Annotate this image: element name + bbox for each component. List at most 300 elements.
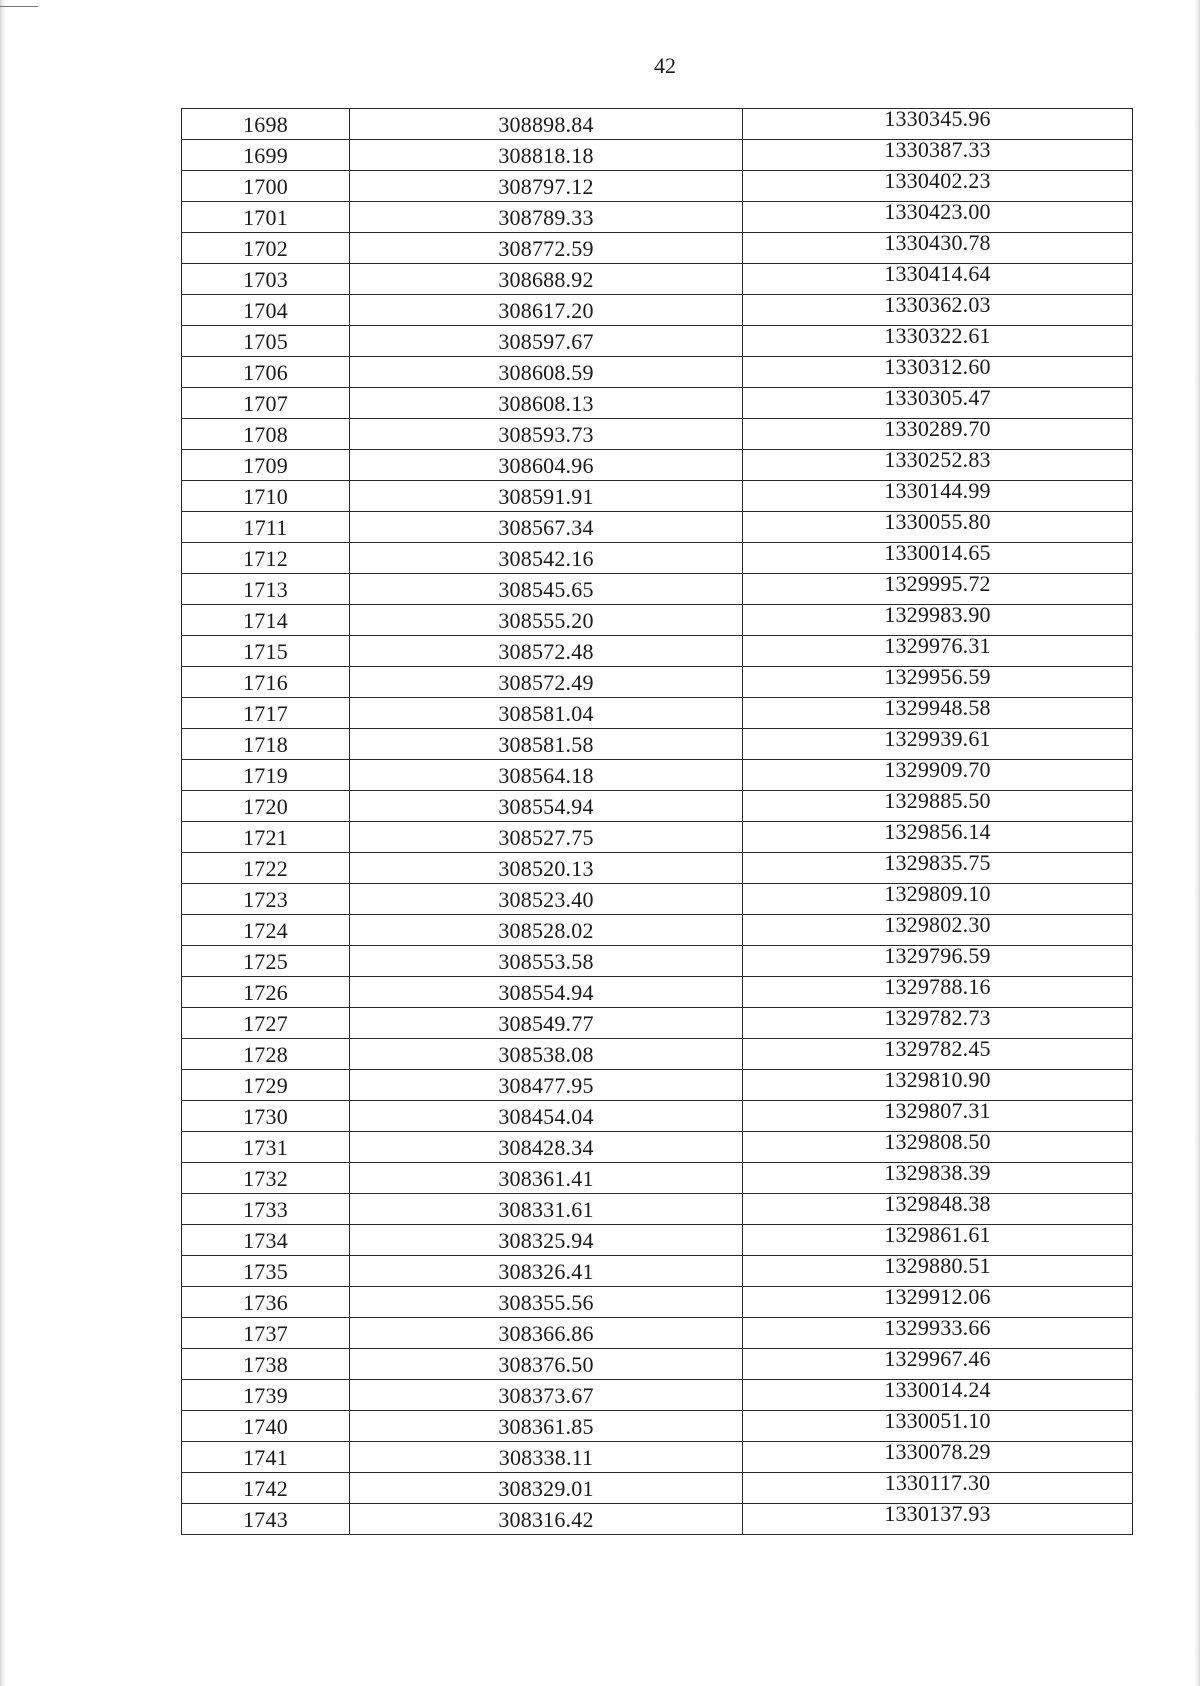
x-coordinate-cell — [350, 450, 743, 481]
cell-text: 1714 — [243, 608, 288, 633]
x-coordinate-cell — [350, 326, 743, 357]
y-coordinate-cell — [743, 168, 1133, 202]
point-number-cell — [182, 264, 350, 295]
cell-text: 308542.16 — [498, 546, 594, 571]
table-row — [182, 1442, 1133, 1473]
y-coordinate-cell — [743, 1346, 1133, 1380]
cell-text: 308477.95 — [498, 1073, 594, 1098]
y-coordinate-cell — [743, 1036, 1133, 1070]
cell-text: 308376.50 — [498, 1352, 594, 1377]
point-number-cell — [182, 326, 350, 357]
coordinate-table — [181, 108, 1133, 1535]
table-row — [182, 1101, 1133, 1132]
y-coordinate-cell — [743, 757, 1133, 791]
cell-text: 308818.18 — [498, 143, 594, 168]
point-number-cell — [182, 109, 350, 140]
y-coordinate-cell — [743, 416, 1133, 450]
cell-text: 1740 — [243, 1414, 288, 1439]
cell-text: 1737 — [243, 1321, 288, 1346]
x-coordinate-cell — [350, 481, 743, 512]
cell-text: 1731 — [243, 1135, 288, 1160]
cell-text: 1330430.78 — [884, 230, 991, 255]
cell-text: 1736 — [243, 1290, 288, 1315]
x-coordinate-cell — [350, 1070, 743, 1101]
cell-text: 1329810.90 — [884, 1067, 991, 1092]
y-coordinate-cell — [743, 1408, 1133, 1442]
cell-text: 308572.49 — [498, 670, 594, 695]
y-coordinate-cell — [743, 1439, 1133, 1473]
x-coordinate-cell — [350, 1380, 743, 1411]
table-row — [182, 233, 1133, 264]
table-row — [182, 450, 1133, 481]
y-coordinate-cell — [743, 447, 1133, 481]
y-coordinate-cell — [743, 292, 1133, 326]
point-number-cell — [182, 822, 350, 853]
y-coordinate-cell — [743, 354, 1133, 388]
cell-text: 308554.94 — [498, 794, 594, 819]
table-row — [182, 1194, 1133, 1225]
table-row — [182, 512, 1133, 543]
cell-text: 1743 — [243, 1507, 288, 1532]
point-number-cell — [182, 202, 350, 233]
point-number-cell — [182, 1132, 350, 1163]
cell-text: 1702 — [243, 236, 288, 261]
table-row — [182, 202, 1133, 233]
cell-text: 1711 — [243, 515, 288, 540]
cell-text: 1699 — [243, 143, 288, 168]
cell-text: 1727 — [243, 1011, 288, 1036]
cell-text: 308608.59 — [498, 360, 594, 385]
y-coordinate-cell — [743, 819, 1133, 853]
cell-text: 308555.20 — [498, 608, 594, 633]
cell-text: 308331.61 — [498, 1197, 594, 1222]
x-coordinate-cell — [350, 1411, 743, 1442]
y-coordinate-cell — [743, 1160, 1133, 1194]
y-coordinate-cell — [743, 943, 1133, 977]
point-number-cell — [182, 140, 350, 171]
point-number-cell — [182, 388, 350, 419]
cell-text: 1329782.45 — [884, 1036, 991, 1061]
cell-text: 1717 — [243, 701, 288, 726]
table-row — [182, 1349, 1133, 1380]
x-coordinate-cell — [350, 698, 743, 729]
x-coordinate-cell — [350, 1318, 743, 1349]
cell-text: 308316.42 — [498, 1507, 594, 1532]
cell-text: 308326.41 — [498, 1259, 594, 1284]
x-coordinate-cell — [350, 1225, 743, 1256]
point-number-cell — [182, 977, 350, 1008]
cell-text: 1329807.31 — [884, 1098, 991, 1123]
point-number-cell — [182, 1070, 350, 1101]
cell-text: 308597.67 — [498, 329, 594, 354]
x-coordinate-cell — [350, 1287, 743, 1318]
cell-text: 1330414.64 — [884, 261, 991, 286]
cell-text: 1701 — [243, 205, 288, 230]
cell-text: 1330014.24 — [884, 1377, 991, 1402]
x-coordinate-cell — [350, 605, 743, 636]
cell-text: 308617.20 — [498, 298, 594, 323]
cell-text: 1707 — [243, 391, 288, 416]
cell-text: 1730 — [243, 1104, 288, 1129]
cell-text: 1724 — [243, 918, 288, 943]
y-coordinate-cell — [743, 509, 1133, 543]
point-number-cell — [182, 1194, 350, 1225]
cell-text: 1329976.31 — [884, 633, 991, 658]
table-row — [182, 605, 1133, 636]
cell-text: 308581.58 — [498, 732, 594, 757]
table-row — [182, 1225, 1133, 1256]
cell-text: 308564.18 — [498, 763, 594, 788]
x-coordinate-cell — [350, 822, 743, 853]
cell-text: 1329848.38 — [884, 1191, 991, 1216]
point-number-cell — [182, 853, 350, 884]
y-coordinate-cell — [743, 1470, 1133, 1504]
cell-text: 1738 — [243, 1352, 288, 1377]
cell-text: 1329856.14 — [884, 819, 991, 844]
x-coordinate-cell — [350, 729, 743, 760]
cell-text: 308789.33 — [498, 205, 594, 230]
cell-text: 1330345.96 — [884, 106, 991, 131]
y-coordinate-cell — [743, 633, 1133, 667]
cell-text: 308567.34 — [498, 515, 594, 540]
table-row — [182, 326, 1133, 357]
cell-text: 1329967.46 — [884, 1346, 991, 1371]
cell-text: 1329880.51 — [884, 1253, 991, 1278]
cell-text: 1716 — [243, 670, 288, 695]
point-number-cell — [182, 1411, 350, 1442]
y-coordinate-cell — [743, 540, 1133, 574]
cell-text: 1329861.61 — [884, 1222, 991, 1247]
cell-text: 1728 — [243, 1042, 288, 1067]
x-coordinate-cell — [350, 171, 743, 202]
cell-text: 308593.73 — [498, 422, 594, 447]
x-coordinate-cell — [350, 884, 743, 915]
cell-text: 1719 — [243, 763, 288, 788]
x-coordinate-cell — [350, 109, 743, 140]
cell-text: 1330137.93 — [884, 1501, 991, 1526]
y-coordinate-cell — [743, 385, 1133, 419]
y-coordinate-cell — [743, 106, 1133, 140]
cell-text: 308361.85 — [498, 1414, 594, 1439]
table-row — [182, 946, 1133, 977]
x-coordinate-cell — [350, 1473, 743, 1504]
cell-text: 1708 — [243, 422, 288, 447]
cell-text: 1712 — [243, 546, 288, 571]
point-number-cell — [182, 450, 350, 481]
point-number-cell — [182, 1287, 350, 1318]
cell-text: 308604.96 — [498, 453, 594, 478]
x-coordinate-cell — [350, 667, 743, 698]
x-coordinate-cell — [350, 512, 743, 543]
table-row — [182, 574, 1133, 605]
table-row — [182, 729, 1133, 760]
coordinate-table-body — [182, 106, 1133, 1535]
point-number-cell — [182, 1008, 350, 1039]
y-coordinate-cell — [743, 788, 1133, 822]
cell-text: 1715 — [243, 639, 288, 664]
y-coordinate-cell — [743, 1067, 1133, 1101]
cell-text: 1329782.73 — [884, 1005, 991, 1030]
cell-text: 1330305.47 — [884, 385, 991, 410]
table-row — [182, 853, 1133, 884]
point-number-cell — [182, 791, 350, 822]
table-row — [182, 1504, 1133, 1535]
point-number-cell — [182, 1225, 350, 1256]
x-coordinate-cell — [350, 295, 743, 326]
cell-text: 1330014.65 — [884, 540, 991, 565]
cell-text: 1710 — [243, 484, 288, 509]
x-coordinate-cell — [350, 946, 743, 977]
table-row — [182, 1132, 1133, 1163]
y-coordinate-cell — [743, 1315, 1133, 1349]
y-coordinate-cell — [743, 230, 1133, 264]
y-coordinate-cell — [743, 726, 1133, 760]
point-number-cell — [182, 1256, 350, 1287]
cell-text: 1703 — [243, 267, 288, 292]
table-row — [182, 791, 1133, 822]
y-coordinate-cell — [743, 478, 1133, 512]
cell-text: 1329796.59 — [884, 943, 991, 968]
cell-text: 308428.34 — [498, 1135, 594, 1160]
table-row — [182, 1287, 1133, 1318]
cell-text: 1330055.80 — [884, 509, 991, 534]
x-coordinate-cell — [350, 1349, 743, 1380]
cell-text: 308549.77 — [498, 1011, 594, 1036]
cell-text: 1725 — [243, 949, 288, 974]
cell-text: 1330362.03 — [884, 292, 991, 317]
table-row — [182, 264, 1133, 295]
table-row — [182, 543, 1133, 574]
x-coordinate-cell — [350, 1194, 743, 1225]
cell-text: 1741 — [243, 1445, 288, 1470]
table-row — [182, 915, 1133, 946]
cell-text: 308366.86 — [498, 1321, 594, 1346]
point-number-cell — [182, 233, 350, 264]
x-coordinate-cell — [350, 543, 743, 574]
point-number-cell — [182, 1349, 350, 1380]
x-coordinate-cell — [350, 1101, 743, 1132]
y-coordinate-cell — [743, 1253, 1133, 1287]
point-number-cell — [182, 884, 350, 915]
table-row — [182, 1256, 1133, 1287]
y-coordinate-cell — [743, 137, 1133, 171]
cell-text: 308523.40 — [498, 887, 594, 912]
cell-text: 1330322.61 — [884, 323, 991, 348]
table-row — [182, 1473, 1133, 1504]
table-row — [182, 388, 1133, 419]
cell-text: 308554.94 — [498, 980, 594, 1005]
point-number-cell — [182, 946, 350, 977]
x-coordinate-cell — [350, 574, 743, 605]
table-row — [182, 760, 1133, 791]
table-row — [182, 295, 1133, 326]
point-number-cell — [182, 481, 350, 512]
table-row — [182, 884, 1133, 915]
scan-edge-right — [1194, 0, 1200, 1686]
y-coordinate-cell — [743, 1129, 1133, 1163]
point-number-cell — [182, 1380, 350, 1411]
x-coordinate-cell — [350, 202, 743, 233]
table-row — [182, 109, 1133, 140]
cell-text: 1732 — [243, 1166, 288, 1191]
cell-text: 1329956.59 — [884, 664, 991, 689]
table-row — [182, 636, 1133, 667]
point-number-cell — [182, 1039, 350, 1070]
cell-text: 1329995.72 — [884, 571, 991, 596]
y-coordinate-cell — [743, 602, 1133, 636]
y-coordinate-cell — [743, 261, 1133, 295]
cell-text: 1330252.83 — [884, 447, 991, 472]
y-coordinate-cell — [743, 850, 1133, 884]
cell-text: 1329788.16 — [884, 974, 991, 999]
table-row — [182, 822, 1133, 853]
point-number-cell — [182, 171, 350, 202]
cell-text: 1329933.66 — [884, 1315, 991, 1340]
cell-text: 1706 — [243, 360, 288, 385]
point-number-cell — [182, 295, 350, 326]
cell-text: 308325.94 — [498, 1228, 594, 1253]
x-coordinate-cell — [350, 1008, 743, 1039]
y-coordinate-cell — [743, 974, 1133, 1008]
cell-text: 1726 — [243, 980, 288, 1005]
cell-text: 1330289.70 — [884, 416, 991, 441]
table-row — [182, 1039, 1133, 1070]
cell-text: 308538.08 — [498, 1042, 594, 1067]
y-coordinate-cell — [743, 1005, 1133, 1039]
point-number-cell — [182, 636, 350, 667]
cell-text: 308688.92 — [498, 267, 594, 292]
cell-text: 1698 — [243, 112, 288, 137]
cell-text: 1709 — [243, 453, 288, 478]
y-coordinate-cell — [743, 1501, 1133, 1535]
x-coordinate-cell — [350, 233, 743, 264]
point-number-cell — [182, 605, 350, 636]
table-row — [182, 171, 1133, 202]
x-coordinate-cell — [350, 419, 743, 450]
table-row — [182, 1163, 1133, 1194]
cell-text: 1704 — [243, 298, 288, 323]
table-row — [182, 1380, 1133, 1411]
cell-text: 1739 — [243, 1383, 288, 1408]
x-coordinate-cell — [350, 791, 743, 822]
cell-text: 1329909.70 — [884, 757, 991, 782]
point-number-cell — [182, 357, 350, 388]
table-row — [182, 1008, 1133, 1039]
cell-text: 1720 — [243, 794, 288, 819]
cell-text: 1742 — [243, 1476, 288, 1501]
cell-text: 308329.01 — [498, 1476, 594, 1501]
cell-text: 308355.56 — [498, 1290, 594, 1315]
cell-text: 308373.67 — [498, 1383, 594, 1408]
x-coordinate-cell — [350, 357, 743, 388]
point-number-cell — [182, 667, 350, 698]
x-coordinate-cell — [350, 1039, 743, 1070]
cell-text: 308545.65 — [498, 577, 594, 602]
cell-text: 1329835.75 — [884, 850, 991, 875]
y-coordinate-cell — [743, 323, 1133, 357]
x-coordinate-cell — [350, 977, 743, 1008]
cell-text: 308527.75 — [498, 825, 594, 850]
table-row — [182, 419, 1133, 450]
point-number-cell — [182, 1163, 350, 1194]
point-number-cell — [182, 760, 350, 791]
cell-text: 308591.91 — [498, 484, 594, 509]
table-row — [182, 977, 1133, 1008]
cell-text: 308898.84 — [498, 112, 594, 137]
cell-text: 1718 — [243, 732, 288, 757]
y-coordinate-cell — [743, 1098, 1133, 1132]
cell-text: 1721 — [243, 825, 288, 850]
cell-text: 1329808.50 — [884, 1129, 991, 1154]
cell-text: 1330402.23 — [884, 168, 991, 193]
x-coordinate-cell — [350, 1504, 743, 1535]
cell-text: 308572.48 — [498, 639, 594, 664]
point-number-cell — [182, 1473, 350, 1504]
point-number-cell — [182, 698, 350, 729]
page-number: 42 — [654, 53, 676, 78]
cell-text: 1734 — [243, 1228, 288, 1253]
table-row — [182, 481, 1133, 512]
cell-text: 1729 — [243, 1073, 288, 1098]
cell-text: 1330051.10 — [884, 1408, 991, 1433]
x-coordinate-cell — [350, 1442, 743, 1473]
y-coordinate-cell — [743, 1284, 1133, 1318]
table-row — [182, 140, 1133, 171]
y-coordinate-cell — [743, 571, 1133, 605]
cell-text: 308520.13 — [498, 856, 594, 881]
point-number-cell — [182, 1442, 350, 1473]
y-coordinate-cell — [743, 1377, 1133, 1411]
cell-text: 1329983.90 — [884, 602, 991, 627]
table-row — [182, 1070, 1133, 1101]
cell-text: 1329838.39 — [884, 1160, 991, 1185]
cell-text: 1330144.99 — [884, 478, 991, 503]
cell-text: 308608.13 — [498, 391, 594, 416]
cell-text: 308772.59 — [498, 236, 594, 261]
cell-text: 1330312.60 — [884, 354, 991, 379]
y-coordinate-cell — [743, 664, 1133, 698]
cell-text: 1330387.33 — [884, 137, 991, 162]
cell-text: 308581.04 — [498, 701, 594, 726]
y-coordinate-cell — [743, 912, 1133, 946]
cell-text: 308528.02 — [498, 918, 594, 943]
cell-text: 1330117.30 — [884, 1470, 991, 1495]
cell-text: 308361.41 — [498, 1166, 594, 1191]
scan-mark — [0, 6, 38, 7]
table-row — [182, 357, 1133, 388]
cell-text: 1722 — [243, 856, 288, 881]
cell-text: 1723 — [243, 887, 288, 912]
cell-text: 1329809.10 — [884, 881, 991, 906]
x-coordinate-cell — [350, 388, 743, 419]
point-number-cell — [182, 1504, 350, 1535]
point-number-cell — [182, 1318, 350, 1349]
cell-text: 1700 — [243, 174, 288, 199]
x-coordinate-cell — [350, 636, 743, 667]
table-row — [182, 1411, 1133, 1442]
cell-text: 1705 — [243, 329, 288, 354]
cell-text: 1713 — [243, 577, 288, 602]
table-row — [182, 698, 1133, 729]
y-coordinate-cell — [743, 1222, 1133, 1256]
cell-text: 308553.58 — [498, 949, 594, 974]
cell-text: 1329948.58 — [884, 695, 991, 720]
cell-text: 308797.12 — [498, 174, 594, 199]
cell-text: 308338.11 — [498, 1445, 594, 1470]
cell-text: 1329912.06 — [884, 1284, 991, 1309]
x-coordinate-cell — [350, 1132, 743, 1163]
cell-text: 1330078.29 — [884, 1439, 991, 1464]
